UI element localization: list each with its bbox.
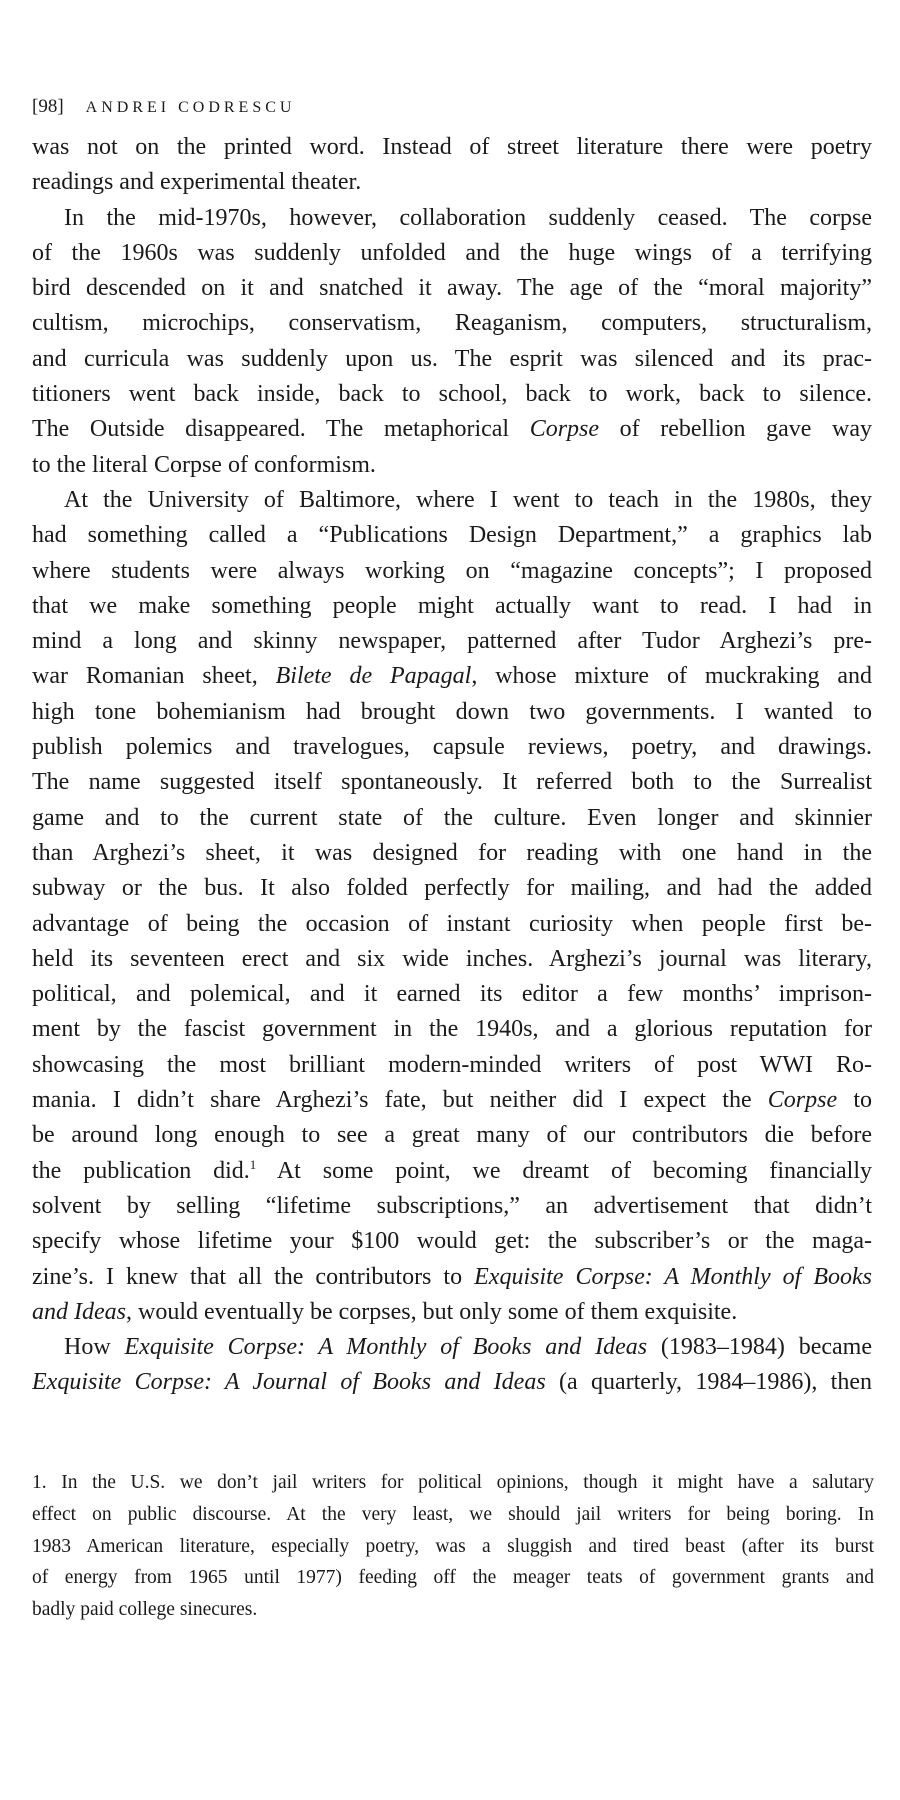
italic-title: and Ideas bbox=[32, 1298, 126, 1325]
text-run: In the mid-1970s, however, collaboration suddenly ceased. The corpse bbox=[64, 204, 872, 231]
text-run: than Arghezi’s sheet, it was designed for reading with one hand in the bbox=[32, 839, 872, 866]
body-line bbox=[32, 1224, 872, 1259]
footnote-line: badly paid college sinecures. bbox=[32, 1599, 258, 1621]
body-line bbox=[32, 977, 872, 1012]
text-run: ment by the fascist government in the 1940s, and a glorious reputation for bbox=[32, 1016, 872, 1043]
text-run: readings and experimental theater. bbox=[32, 169, 362, 196]
text-run: advantage of being the occasion of instant curiosity when people first be- bbox=[32, 910, 872, 937]
text-run: mind a long and skinny newspaper, patterned after Tudor Arghezi’s pre- bbox=[32, 628, 872, 655]
body-line bbox=[32, 377, 872, 412]
text-run: specify whose lifetime your $100 would get: the subscriber’s or the maga- bbox=[32, 1228, 872, 1255]
body-line bbox=[32, 271, 872, 306]
footnote-line: 1. In the U.S. we don’t jail writers for political opinions, though it might have a salutary bbox=[32, 1472, 874, 1493]
body-text bbox=[32, 130, 872, 1401]
text-run: zine’s. I knew that all the contributors to bbox=[32, 1263, 475, 1290]
text-run: of rebellion gave way bbox=[599, 416, 872, 443]
text-run: subway or the bus. It also folded perfectly for mailing, and had the added bbox=[32, 875, 872, 902]
italic-title: Corpse bbox=[767, 1087, 838, 1114]
text-run: to the literal Corpse of conformism. bbox=[32, 451, 376, 478]
text-run: bird descended on it and snatched it away. The age of the “moral majority” bbox=[32, 275, 872, 302]
text-run: At the University of Baltimore, where I went to teach in the 1980s, they bbox=[64, 486, 872, 513]
body-line bbox=[32, 483, 872, 518]
italic-title: Exquisite Corpse: A Monthly of Books and Ideas bbox=[124, 1334, 648, 1361]
text-run: showcasing the most brilliant modern-minded writers of post WWI Ro- bbox=[32, 1051, 872, 1078]
text-run: of the 1960s was suddenly unfolded and the huge wings of a terrifying bbox=[32, 239, 872, 266]
italic-title: Exquisite Corpse: A Monthly of Books bbox=[474, 1263, 872, 1290]
text-run: How bbox=[64, 1334, 125, 1361]
body-line bbox=[32, 1365, 872, 1400]
text-run: The Outside disappeared. The metaphorical bbox=[32, 416, 530, 443]
body-line bbox=[32, 871, 872, 906]
page-number: [98] bbox=[32, 96, 64, 117]
text-run: cultism, microchips, conservatism, Reaganism, computers, structuralism, bbox=[32, 310, 872, 337]
text-run: had something called a “Publications Design Department,” a graphics lab bbox=[32, 522, 872, 549]
text-run: publish polemics and travelogues, capsule reviews, poetry, and drawings. bbox=[32, 734, 872, 761]
text-run: (1983–1984) became bbox=[647, 1334, 872, 1361]
text-run: to bbox=[837, 1087, 872, 1114]
text-run: be around long enough to see a great many of our contributors die before bbox=[32, 1122, 872, 1149]
body-line bbox=[32, 412, 872, 447]
body-line bbox=[32, 1330, 872, 1365]
text-run: At some point, we dreamt of becoming financially bbox=[256, 1157, 872, 1184]
body-line bbox=[32, 624, 872, 659]
body-line bbox=[32, 165, 872, 200]
body-line bbox=[32, 1260, 872, 1295]
text-run: where students were always working on “magazine concepts”; I proposed bbox=[32, 557, 872, 584]
text-run: war Romanian sheet, bbox=[32, 663, 276, 690]
body-line bbox=[32, 765, 872, 800]
text-run: (a quarterly, 1984–1986), then bbox=[545, 1369, 872, 1396]
body-line bbox=[32, 1012, 872, 1047]
body-line bbox=[32, 659, 872, 694]
body-line bbox=[32, 130, 872, 165]
body-line bbox=[32, 201, 872, 236]
body-line bbox=[32, 1083, 872, 1118]
text-run: political, and polemical, and it earned its editor a few months’ imprison- bbox=[32, 981, 872, 1008]
italic-title: Bilete de Papagal bbox=[275, 663, 472, 690]
body-line bbox=[32, 1189, 872, 1224]
text-run: and curricula was suddenly upon us. The esprit was silenced and its prac- bbox=[32, 345, 872, 372]
text-run: solvent by selling “lifetime subscriptions,” an advertisement that didn’t bbox=[32, 1192, 872, 1219]
text-run: high tone bohemianism had brought down two governments. I wanted to bbox=[32, 698, 872, 725]
body-line bbox=[32, 589, 872, 624]
body-line bbox=[32, 942, 872, 977]
body-line bbox=[32, 1048, 872, 1083]
text-run: was not on the printed word. Instead of street literature there were poetry bbox=[32, 134, 872, 160]
body-line bbox=[32, 448, 872, 483]
body-line bbox=[32, 1154, 872, 1189]
body-line bbox=[32, 518, 872, 553]
running-head-author: ANDREI CODRESCU bbox=[85, 99, 296, 116]
text-run: the publication did. bbox=[32, 1157, 250, 1184]
text-run: game and to the current state of the culture. Even longer and skinnier bbox=[32, 804, 872, 831]
body-line bbox=[32, 801, 872, 836]
text-run: , would eventually be corpses, but only some of them exquisite. bbox=[125, 1298, 738, 1325]
text-run: The name suggested itself spontaneously. It referred both to the Surrealist bbox=[32, 769, 872, 796]
text-run: held its seventeen erect and six wide inches. Arghezi’s journal was literary, bbox=[32, 945, 872, 972]
body-line bbox=[32, 907, 872, 942]
body-line bbox=[32, 306, 872, 341]
body-line bbox=[32, 695, 872, 730]
body-line bbox=[32, 236, 872, 271]
italic-title: Exquisite Corpse: A Journal of Books and Ideas bbox=[32, 1369, 546, 1396]
body-line bbox=[32, 836, 872, 871]
body-line bbox=[32, 1118, 872, 1153]
text-run: that we make something people might actually want to read. I had in bbox=[32, 592, 872, 619]
text-run: titioners went back inside, back to school, back to work, back to silence. bbox=[32, 381, 872, 408]
body-line bbox=[32, 1295, 872, 1330]
footnote-line: 1983 American literature, especially poetry, was a sluggish and tired beast (after its burst bbox=[32, 1535, 874, 1557]
footnote-line: effect on public discourse. At the very least, we should jail writers for being boring. In bbox=[32, 1503, 874, 1525]
footnote-line: of energy from 1965 until 1977) feeding off the meager teats of government grants and bbox=[32, 1567, 874, 1589]
body-line bbox=[32, 554, 872, 589]
body-line bbox=[32, 342, 872, 377]
text-run: , whose mixture of muckraking and bbox=[471, 663, 872, 690]
body-line bbox=[32, 730, 872, 765]
italic-title: Corpse bbox=[529, 416, 600, 443]
footnote-ref: 1 bbox=[249, 1156, 257, 1172]
running-header bbox=[32, 95, 295, 120]
text-run: mania. I didn’t share Arghezi’s fate, but neither did I expect the bbox=[32, 1087, 768, 1114]
footnotes bbox=[32, 1467, 874, 1626]
